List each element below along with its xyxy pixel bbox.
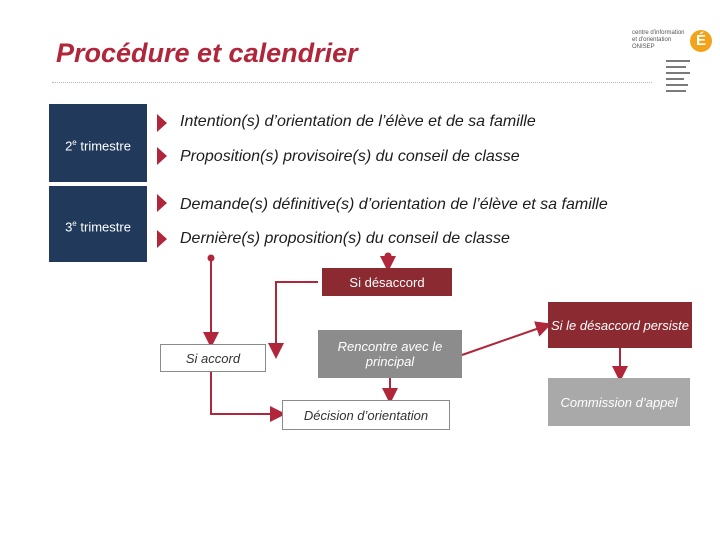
logo-text: centre d'information et d'orientation ONISEP: [632, 30, 685, 50]
step-provisional-proposal: Proposition(s) provisoire(s) du conseil de classe: [180, 148, 520, 165]
box-desaccord-persiste: Si le désaccord persiste: [548, 302, 692, 348]
box-si-accord: Si accord: [160, 344, 266, 372]
step-last-proposal: Dernière(s) proposition(s) du conseil de classe: [180, 230, 510, 247]
logo-e-icon: É: [690, 30, 712, 52]
step-intention: Intention(s) d’orientation de l’élève et de sa famille: [180, 113, 536, 130]
step-final-request: Demande(s) définitive(s) d’orientation de l’élève et sa famille: [180, 196, 608, 213]
page-title: Procédure et calendrier: [56, 38, 358, 68]
box-decision-orientation: Décision d’orientation: [282, 400, 450, 430]
term-box-3rd: 3e trimestre: [49, 186, 147, 262]
term-box-2nd: 2e trimestre: [49, 104, 147, 182]
box-si-desaccord: Si désaccord: [322, 268, 452, 296]
box-commission-appel: Commission d’appel: [548, 378, 690, 426]
box-rencontre-principal: Rencontre avec le principal: [318, 330, 462, 378]
